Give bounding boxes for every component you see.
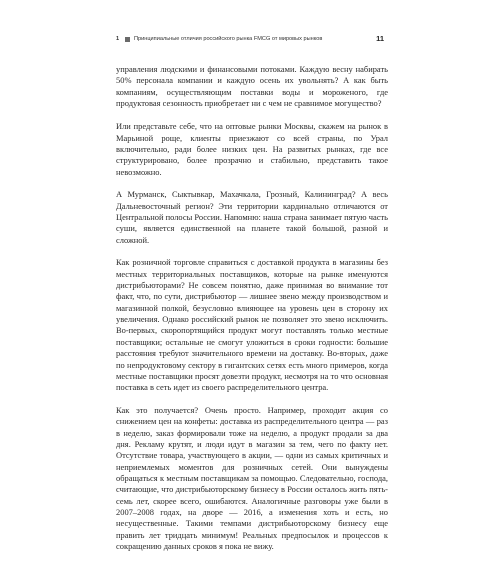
paragraph-1: управления людскими и финансовыми потоками. Каждую весну набирать 50% персонала компании и каждую осень их увольнять? А как быть компаниям, осуществляющим поставки воды и мороженого, где продуктовая сезонность приобретает ни с чем не сравнимое могущество?	[116, 64, 388, 109]
page-number: 11	[376, 34, 384, 43]
running-header	[116, 34, 384, 44]
chapter-number: 1	[116, 36, 120, 42]
paragraph-2: Или представьте себе, что на оптовые рынки Москвы, скажем на рынок в Марьиной роще, клиенты приезжают со всей страны, по Урал включительно, ради более низких цен. На развитых рынках, где все структурировано, более прозрачно и стабильно, представить такое невозможно.	[116, 121, 388, 177]
header-marker-square	[125, 37, 130, 42]
body-text	[116, 64, 388, 564]
paragraph-3: А Мурманск, Сыктывкар, Махачкала, Грозный, Калининград? А весь Дальневосточный регион? Эти территории кардинально отличаются от Центральной полосы России. Напомню: наша страна занимает пятую часть суши, является единственной на планете такой большой, разной и сложной.	[116, 189, 388, 245]
chapter-title: Принципиальные отличия российского рынка FMCG от мировых рынков	[134, 36, 323, 42]
paragraph-5: Как это получается? Очень просто. Например, проходит акция со снижением цен на конфеты: доставка из распределительного центра — раз в неделю, заказ формировали тоже на неделю, а продукт продали за два дня. Рекламу крутят, и люди идут в магазин за тем, чего по факту нет. Отсутствие товара, участвующего в акции, — одни из самых критичных и неприемлемых моментов для розничных сетей. Они вынуждены обращаться к местным поставщикам за помощью. Следовательно, господа, считающие, что дистрибьюторскому бизнесу в России осталось жить пять-семь лет, скорее всего, ошибаются. Аналогичные разговоры уже были в 2007–2008 годах, на дворе — 2016, а изменения хоть и есть, но несущественные. Такими темпами дистрибьюторскому бизнесу еще править лет тридцать минимум! Реальных предпосылок и процессов к сокращению данных сроков я пока не вижу.	[116, 404, 388, 551]
paragraph-4: Как розничной торговле справиться с доставкой продукта в магазины без местных территориальных поставщиков, которые на рынке именуются дистрибьюторами? Не совсем понятно, даже принимая во внимание тот факт, что, по сути, дистрибьютор — лишнее звено между производством и магазинной полкой, безусловно влияющее на уровень цен в сторону их увеличения. Однако российский рынок не позволяет это звено исключить. Во-первых, скоропортящийся продукт могут поставлять только местные поставщики; остальные не смогут уложиться в сроки годности: большие расстояния требуют значительного времени на доставку. Во-вторых, даже по непродуктовому сектору в гигантских сетях есть много примеров, когда местные поставщики просят довезти продукт, несмотря на то что основная поставка в сеть идет из своего распределительного центра.	[116, 257, 388, 393]
